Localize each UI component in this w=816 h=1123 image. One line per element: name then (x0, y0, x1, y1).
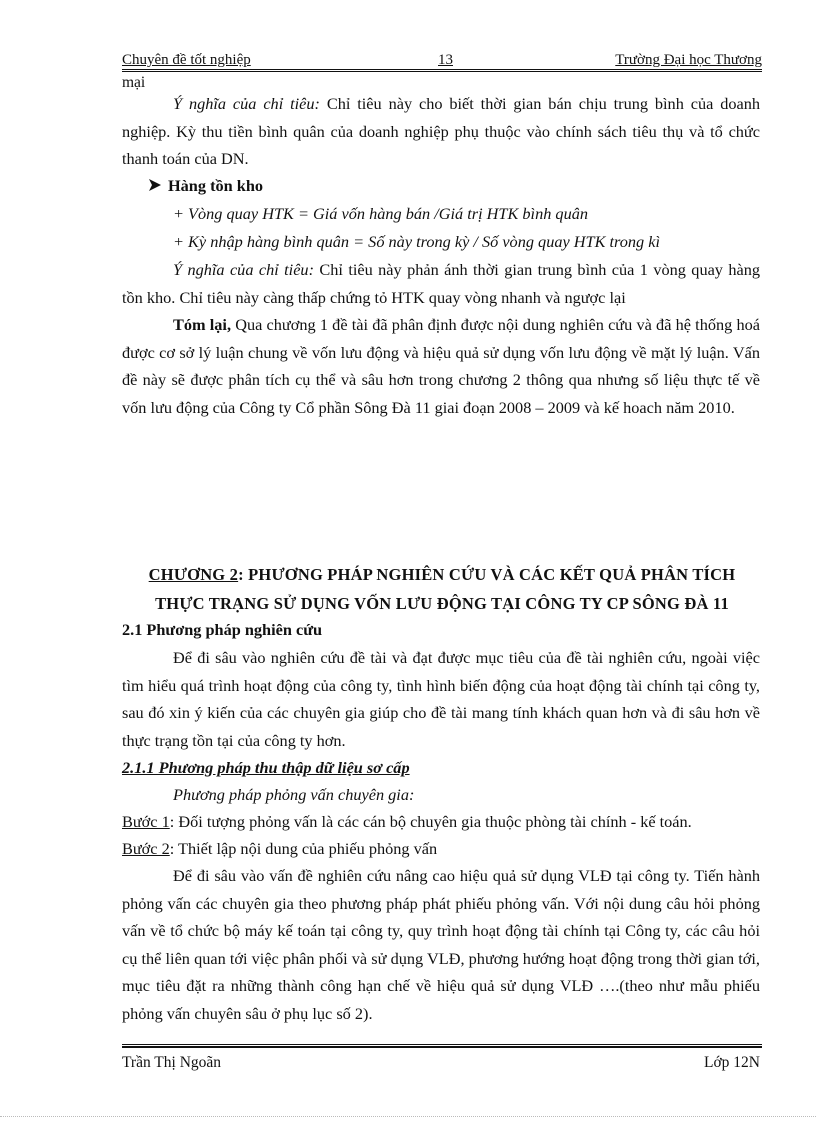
meaning-text: Chỉ tiêu này phản ánh thời gian trung bình của 1 vòng quay hàng tồn kho. Chỉ tiêu này càng thấp chứng tỏ HTK quay vòng nhanh và ngược lại (122, 260, 760, 307)
section-2-1-1-paragraph: Để đi sâu vào vấn đề nghiên cứu nâng cao hiệu quả sử dụng VLĐ tại công ty. Tiến hành phỏng vấn các chuyên gia theo phương pháp phát phiếu phỏng vấn. Với nội dung câu hỏi phỏng vấn về tổ chức bộ máy kế toán tại công ty, quy trình hoạt động tài chính tại Công ty, các câu hỏi cụ thể liên quan tới việc phân phối và sử dụng VLĐ, phương hướng hoạt động trong thời gian tới, mục tiêu đặt ra những thành công hạn chế về hiệu quả sử dụng VLĐ ….(theo như mẫu phiếu phỏng vấn chuyên sâu ở phụ lục số 2). (122, 866, 760, 1023)
chapter-title (122, 560, 762, 618)
section-2-1-heading: 2.1 Phương pháp nghiên cứu (122, 620, 323, 639)
step-1-label: Bước 1 (122, 812, 170, 831)
chapter-title-line-2: THỰC TRẠNG SỬ DỤNG VỐN LƯU ĐỘNG TẠI CÔNG TY CP SÔNG ĐÀ 11 (155, 594, 729, 613)
inventory-heading: Hàng tồn kho (168, 176, 264, 195)
meaning-label: Ý nghĩa của chỉ tiêu: (173, 260, 314, 279)
chapter-title-rest: : PHƯƠNG PHÁP NGHIÊN CỨU VÀ CÁC KẾT QUẢ PHÂN TÍCH (238, 565, 736, 584)
meaning-text: Chỉ tiêu này cho biết thời gian bán chịu trung bình của doanh nghiệp. Kỳ thu tiền bình quân của doanh nghiệp phụ thuộc vào chính sách tiêu thụ và tổ chức thanh toán của DN. (122, 94, 761, 168)
summary-text: Qua chương 1 đề tài đã phân định được nội dung nghiên cứu và đã hệ thống hoá được cơ sở lý luận chung về vốn lưu động và hiệu quả sử dụng vốn lưu động về mặt lý luận. Vấn đề này sẽ được phân tích cụ thể và sâu hơn trong chương 2 thông qua nhưng số liệu thực tế về vốn lưu động của Công ty Cổ phần Sông Đà 11 giai đoạn 2008 – 2009 và kế hoach năm 2010. (122, 315, 760, 417)
header-title: Chuyên đề tốt nghiệp (122, 52, 251, 68)
step-1 (122, 812, 692, 832)
meaning-label: Ý nghĩa của chỉ tiêu: (173, 94, 320, 113)
chapter-label: CHƯƠNG 2 (148, 565, 239, 584)
header-rule (122, 69, 762, 72)
method-label: Phương pháp phỏng vấn chuyên gia: (173, 785, 415, 804)
header-continuation: mại (122, 74, 146, 91)
step-2-text: : Thiết lập nội dung của phiếu phỏng vấn (169, 839, 438, 858)
step-1-text: : Đối tượng phỏng vấn là các cán bộ chuyên gia thuộc phòng tài chính - kế toán. (169, 812, 692, 831)
inventory-meaning-paragraph (122, 256, 760, 311)
page-number: 13 (438, 52, 453, 68)
summary-label: Tóm lại, (173, 315, 232, 334)
formula-turnover: + Vòng quay HTK = Giá vốn hàng bán /Giá trị HTK bình quân (173, 204, 588, 223)
footer-class: Lớp 12N (704, 1054, 760, 1071)
footer-author: Trần Thị Ngoãn (122, 1054, 222, 1071)
section-2-1-1-heading: 2.1.1 Phương pháp thu thập dữ liệu sơ cấp (122, 758, 410, 777)
header-school: Trường Đại học Thương (615, 52, 762, 68)
page-bottom-border (0, 1116, 816, 1117)
receivable-meaning-paragraph (122, 90, 760, 173)
chapter-title-line-1 (122, 560, 762, 589)
inventory-heading-row (148, 176, 263, 196)
summary-paragraph (122, 311, 760, 421)
section-2-1-paragraph: Để đi sâu vào nghiên cứu đề tài và đạt được mục tiêu của đề tài nghiên cứu, ngoài việc tìm hiểu quá trình hoạt động của công ty, tình hình biến động của hoạt động tài chính tại công ty, sau đó xin ý kiến của các chuyên gia giúp cho đề tài mang tính khách quan hơn và đi sâu hơn về thực trạng tồn tại của công ty hơn. (122, 648, 760, 750)
arrow-bullet-icon (148, 176, 168, 196)
step-2 (122, 839, 437, 859)
step-2-label: Bước 2 (122, 839, 170, 858)
formula-period: + Kỳ nhập hàng bình quân = Số này trong kỳ / Số vòng quay HTK trong kì (173, 232, 661, 251)
footer-rule (122, 1044, 762, 1048)
